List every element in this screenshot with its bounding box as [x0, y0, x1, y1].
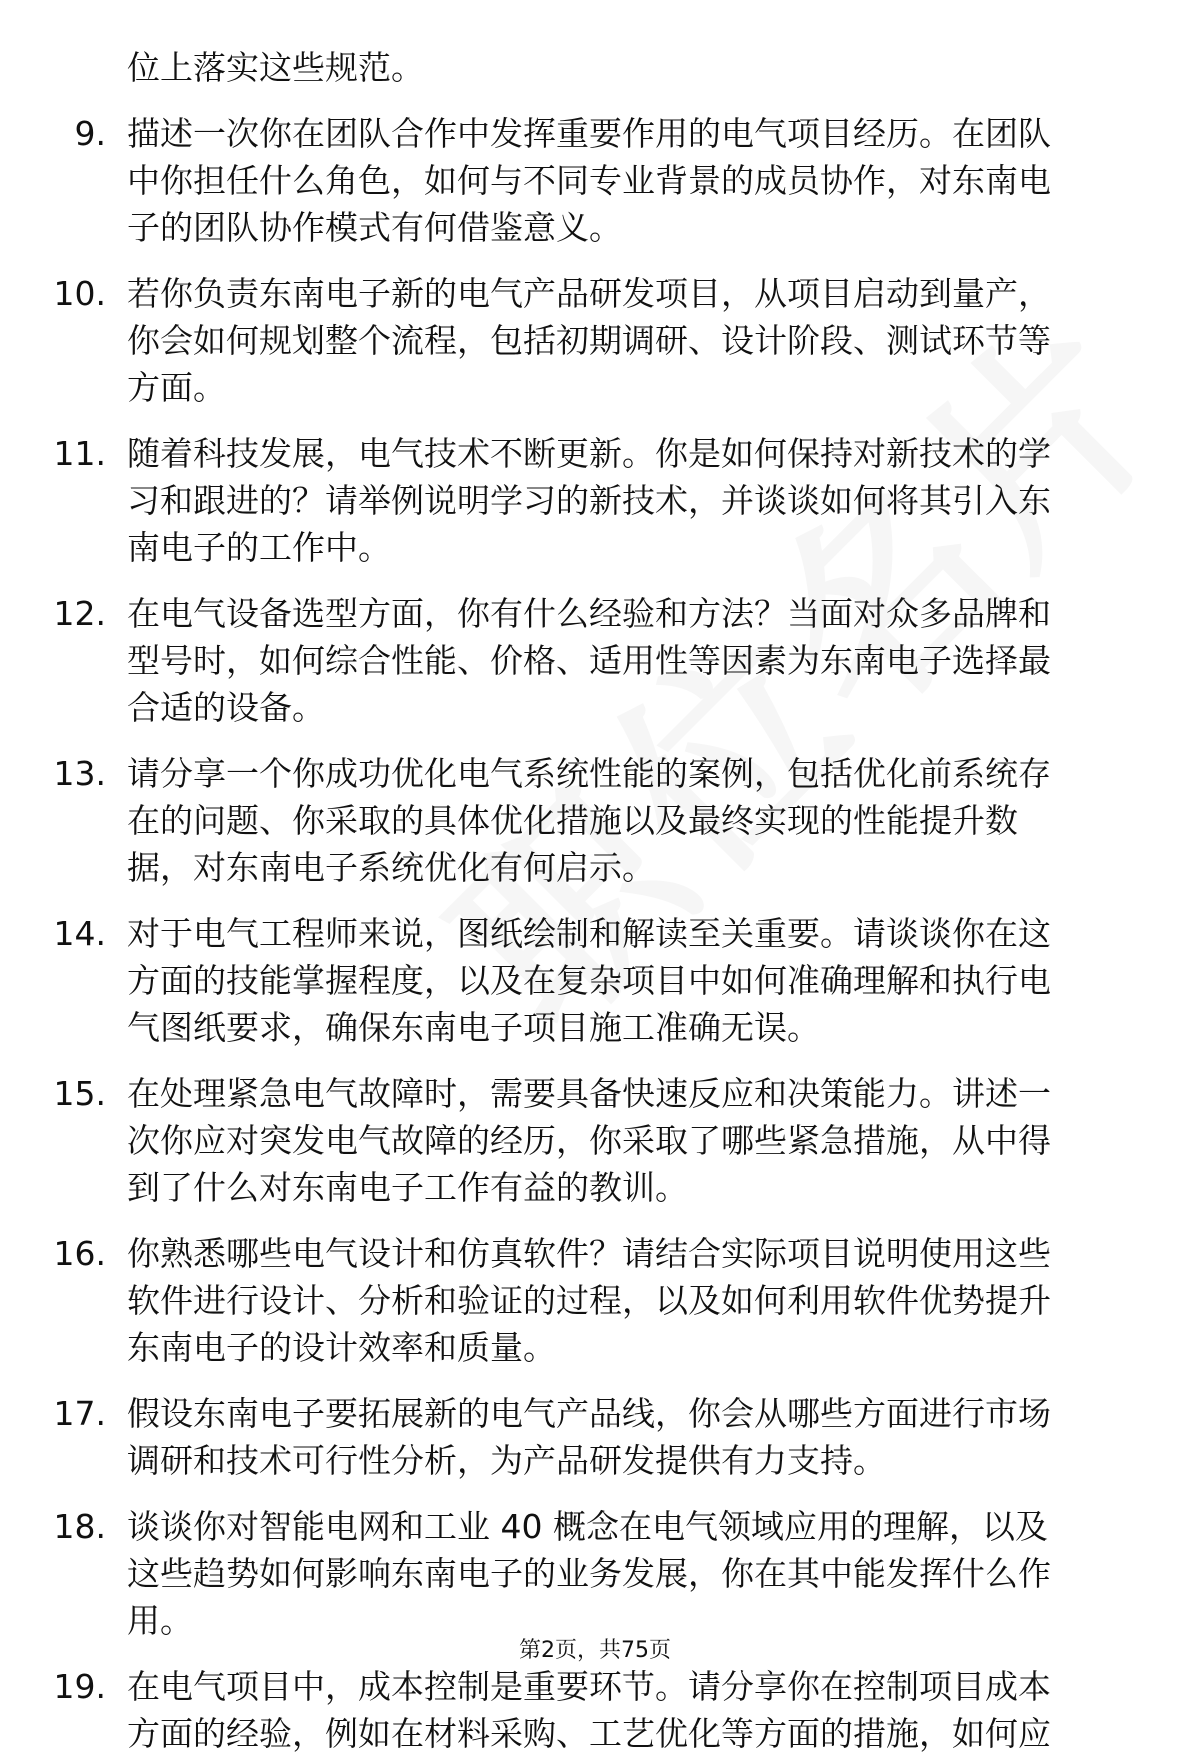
question-text: 请分享一个你成功优化电气系统性能的案例，包括优化前系统存	[127, 754, 1051, 793]
question-line	[0, 750, 1190, 797]
question-line: 型号时，如何综合性能、价格、适用性等因素为东南电子选择最	[127, 641, 1051, 680]
question-line: 气图纸要求，确保东南电子项目施工准确无误。	[127, 1008, 820, 1047]
question-text: 随着科技发展，电气技术不断更新。你是如何保持对新技术的学	[127, 434, 1051, 473]
question-number: 19.	[53, 1667, 106, 1706]
question-line	[0, 910, 1190, 957]
question-line: 习和跟进的？请举例说明学习的新技术，并谈谈如何将其引入东	[127, 481, 1051, 520]
question-line: 软件进行设计、分析和验证的过程，以及如何利用软件优势提升	[127, 1281, 1051, 1320]
question-item	[0, 1503, 1190, 1644]
question-item	[0, 1070, 1190, 1211]
question-line: 次你应对突发电气故障的经历，你采取了哪些紧急措施，从中得	[127, 1121, 1051, 1160]
question-item	[0, 1230, 1190, 1371]
question-item	[0, 1663, 1190, 1757]
question-line: 调研和技术可行性分析，为产品研发提供有力支持。	[127, 1441, 886, 1480]
question-text: 在处理紧急电气故障时，需要具备快速反应和决策能力。讲述一	[127, 1074, 1051, 1113]
question-line: 用。	[127, 1601, 193, 1640]
question-number: 17.	[53, 1394, 106, 1433]
question-text: 描述一次你在团队合作中发挥重要作用的电气项目经历。在团队	[127, 114, 1051, 153]
question-text: 在电气设备选型方面，你有什么经验和方法？当面对众多品牌和	[127, 594, 1051, 633]
question-number: 14.	[53, 914, 106, 953]
question-line: 据，对东南电子系统优化有何启示。	[127, 848, 655, 887]
question-line: 方面。	[127, 368, 226, 407]
question-line	[0, 270, 1190, 317]
question-line	[0, 590, 1190, 637]
question-number: 12.	[53, 594, 106, 633]
question-line: 方面的经验，例如在材料采购、工艺优化等方面的措施，如何应	[127, 1714, 1051, 1753]
question-item	[0, 430, 1190, 571]
question-line: 方面的技能掌握程度，以及在复杂项目中如何准确理解和执行电	[127, 961, 1051, 1000]
question-text: 假设东南电子要拓展新的电气产品线，你会从哪些方面进行市场	[127, 1394, 1051, 1433]
question-text: 谈谈你对智能电网和工业 40 概念在电气领域应用的理解，以及	[127, 1507, 1048, 1546]
question-text: 若你负责东南电子新的电气产品研发项目，从项目启动到量产，	[127, 274, 1051, 313]
question-text: 对于电气工程师来说，图纸绘制和解读至关重要。请谈谈你在这	[127, 914, 1051, 953]
question-item	[0, 590, 1190, 731]
question-line: 东南电子的设计效率和质量。	[127, 1328, 556, 1367]
question-text: 你熟悉哪些电气设计和仿真软件？请结合实际项目说明使用这些	[127, 1234, 1051, 1273]
question-line: 到了什么对东南电子工作有益的教训。	[127, 1168, 688, 1207]
question-item	[0, 110, 1190, 251]
continuation-line: 位上落实这些规范。	[127, 48, 424, 87]
question-line	[0, 1663, 1190, 1710]
question-number: 9.	[74, 114, 106, 153]
question-line: 合适的设备。	[127, 688, 325, 727]
question-line: 中你担任什么角色，如何与不同专业背景的成员协作，对东南电	[127, 161, 1051, 200]
question-line	[0, 110, 1190, 157]
question-line	[0, 1503, 1190, 1550]
page-footer: 第2页，共75页	[519, 1638, 671, 1663]
question-line: 这些趋势如何影响东南电子的业务发展，你在其中能发挥什么作	[127, 1554, 1051, 1593]
question-line	[0, 1230, 1190, 1277]
question-item	[0, 910, 1190, 1051]
question-line	[0, 1390, 1190, 1437]
question-line: 南电子的工作中。	[127, 528, 391, 567]
question-number: 16.	[53, 1234, 106, 1273]
question-number: 10.	[53, 274, 106, 313]
question-line	[0, 430, 1190, 477]
question-number: 13.	[53, 754, 106, 793]
question-item	[0, 750, 1190, 891]
question-line	[0, 1070, 1190, 1117]
question-line: 你会如何规划整个流程，包括初期调研、设计阶段、测试环节等	[127, 321, 1051, 360]
question-number: 18.	[53, 1507, 106, 1546]
question-number: 11.	[53, 434, 106, 473]
question-item	[0, 270, 1190, 411]
question-line: 在的问题、你采取的具体优化措施以及最终实现的性能提升数	[127, 801, 1018, 840]
question-list	[0, 44, 1190, 1757]
question-item	[0, 1390, 1190, 1484]
question-text: 在电气项目中，成本控制是重要环节。请分享你在控制项目成本	[127, 1667, 1051, 1706]
question-number: 15.	[53, 1074, 106, 1113]
question-line: 子的团队协作模式有何借鉴意义。	[127, 208, 622, 247]
